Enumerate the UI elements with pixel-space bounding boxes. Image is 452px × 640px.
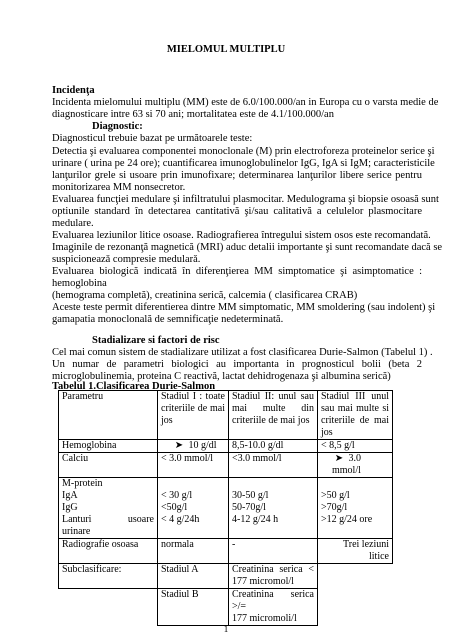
- table-cell: Hemoglobina: [59, 440, 158, 453]
- table-header-row: [59, 391, 393, 440]
- text-line: microglobulinemia, proteina C reactivă, lactat dehidrogenaza şi albumina serică): [52, 371, 391, 382]
- text-line: medulare.: [52, 218, 94, 229]
- table-caption: Tabelul 1.Clasificarea Durie-Salmon: [52, 381, 216, 392]
- table-row: [59, 564, 393, 589]
- text-line: gamapatia monoclonală de semnificaţie nedeterminată.: [52, 314, 284, 325]
- table-row: [59, 453, 393, 478]
- table-cell: 30-50 g/l 50-70g/l 4-12 g/24 h: [229, 478, 318, 539]
- table-cell: ➤ 10 g/dl: [158, 440, 229, 453]
- text-line: lanţurilor grele si usoare prin imunofixare; determinarea lanţurilor libere serice pentru: [52, 170, 422, 181]
- table-cell: normala: [158, 539, 229, 564]
- table-cell: 8,5-10.0 g/dl: [229, 440, 318, 453]
- table-row: [59, 539, 393, 564]
- table-cell: ➤ 3.0 mmol/l: [318, 453, 393, 478]
- durie-salmon-table: [58, 390, 393, 626]
- text-line: Evaluarea biologică indicată în diferenţierea MM simptomatice şi asimptomatice :: [52, 266, 422, 277]
- text-line: diagnosticare intre 63 si 70 ani; mortalitatea este de 4.1/100.000/an: [52, 109, 334, 120]
- empty-cell: [318, 564, 393, 589]
- table-cell: Stadiul A: [158, 564, 229, 589]
- table-cell: M-protein IgA IgG Lanturi usoare urinare: [59, 478, 158, 539]
- text-line: urinare ( urina pe 24 ore); cuantificarea imunoglobulinelor IgG, IgA si IgM; caracteristicile: [52, 158, 435, 169]
- header-cell: Stadiul I : toate criteriile de mai jos: [158, 391, 229, 440]
- table-cell: Radiografie osoasa: [59, 539, 158, 564]
- section-heading-stadializare: Stadializare si factori de risc: [92, 335, 220, 346]
- table-cell: Calciu: [59, 453, 158, 478]
- text-line: Imaginile de rezonanţă magnetică (MRI) aduc detalii importante şi sunt recomandate dacă se: [52, 242, 443, 253]
- header-cell: Parametru: [59, 391, 158, 440]
- section-heading-diagnostic: Diagnostic:: [92, 121, 143, 132]
- table-cell: -: [229, 539, 318, 564]
- text-line: Evaluarea leziunilor litice osoase. Radiografierea întregului sistem osos este recomandată.: [52, 230, 431, 241]
- arrow-right-icon: ➤: [174, 440, 184, 451]
- header-cell: Stadiul II: unul sau mai multe din criteriile de mai jos: [229, 391, 318, 440]
- page-number: 1: [223, 624, 229, 634]
- table-cell: Creatinina serica < 177 micromol/l: [229, 564, 318, 589]
- text-line: (hemograma completă), creatinina serică, calcemia ( clasificarea CRAB): [52, 290, 358, 301]
- text-line: Diagnosticul trebuie bazat pe următoarele teste:: [52, 133, 253, 144]
- text-line: Detectia şi evaluarea componentei monoclonale (M) prin electroforeza proteinelor serice şi: [52, 146, 435, 157]
- table-cell: Subclasificare:: [59, 564, 158, 589]
- text-line: hemoglobina: [52, 278, 107, 289]
- table-cell: < 3.0 mmol/l: [158, 453, 229, 478]
- table-cell: >50 g/l >70g/l >12 g/24 ore: [318, 478, 393, 539]
- table-row: [59, 440, 393, 453]
- arrow-right-icon: ➤: [334, 453, 344, 464]
- table-row: [59, 478, 393, 539]
- text-line: Un numar de parametri biologici au importanta in prognosticul bolii (beta 2: [52, 359, 422, 370]
- table-cell: < 8,5 g/l: [318, 440, 393, 453]
- section-heading-incidenta: Incidenţa: [52, 85, 95, 96]
- empty-cell: [59, 589, 158, 626]
- table-row: [59, 589, 393, 626]
- text-line: optiunile standard în detectarea cantitativă şi/sau calitativă a celulelor plasmocitare: [52, 206, 422, 217]
- header-cell: Stadiul III unul sau mai multe si criteriile de mai jos: [318, 391, 393, 440]
- text-line: suspicioneazǎ compresie medularǎ.: [52, 254, 201, 265]
- text-line: Incidenta mielomului multiplu (MM) este de 6.0/100.000/an in Europa cu o varsta medie de: [52, 97, 439, 108]
- text-line: Aceste teste permit diferentierea dintre MM simptomatic, MM smoldering (sau indolent) şi: [52, 302, 436, 313]
- page-title: MIELOMUL MULTIPLU: [166, 44, 286, 55]
- table-cell: Stadiul B: [158, 589, 229, 626]
- table-cell: <3.0 mmol/l: [229, 453, 318, 478]
- empty-cell: [318, 589, 393, 626]
- text-line: Evaluarea funcţiei medulare şi infiltratului plasmocitar. Medulograma şi biopsie osoasă sunt: [52, 194, 439, 205]
- table-cell: < 30 g/l <50g/l < 4 g/24h: [158, 478, 229, 539]
- table-cell: Creatinina serica >/= 177 micromoli/l: [229, 589, 318, 626]
- table-cell: Trei leziuni litice: [318, 539, 393, 564]
- text-line: Cel mai comun sistem de stadializare utilizat a fost clasificarea Durie-Salmon (Tabelul 1) .: [52, 347, 433, 358]
- text-line: monitorizarea MM nonsecretor.: [52, 182, 186, 193]
